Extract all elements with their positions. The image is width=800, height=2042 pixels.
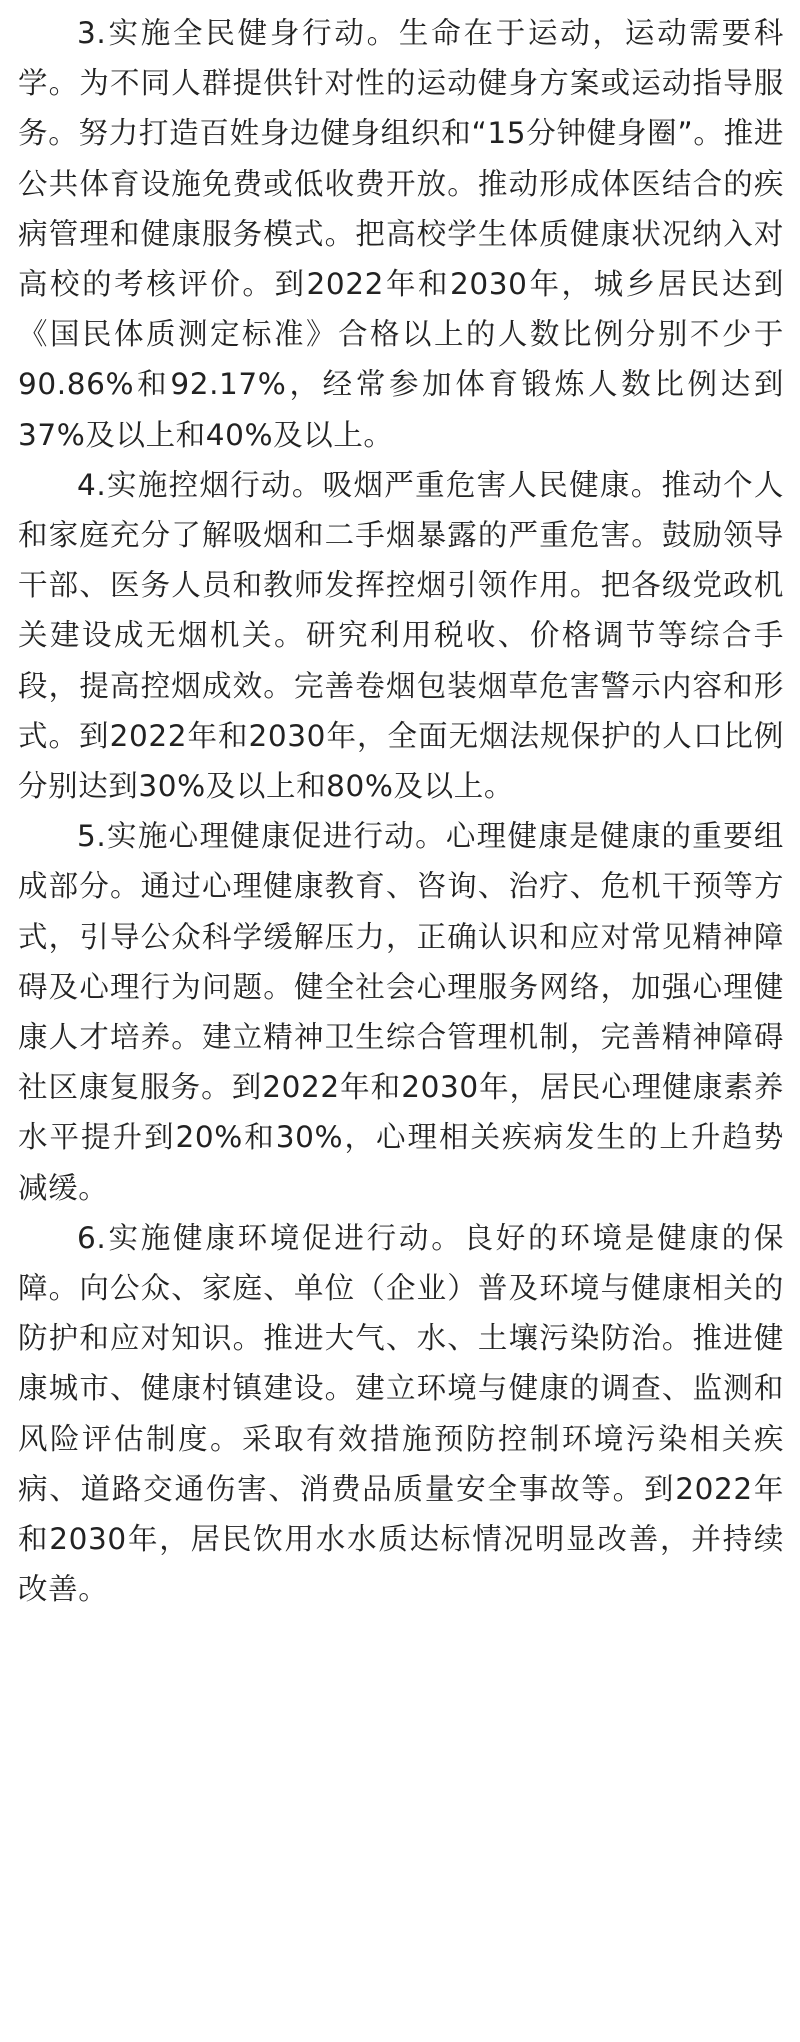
- paragraph-tobacco-control-action: 4.实施控烟行动。吸烟严重危害人民健康。推动个人和家庭充分了解吸烟和二手烟暴露的严重危害。鼓励领导干部、医务人员和教师发挥控烟引领作用。把各级党政机关建设成无烟机关。研究利用税收、价格调节等综合手段，提高控烟成效。完善卷烟包装烟草危害警示内容和形式。到2022年和2030年，全面无烟法规保护的人口比例分别达到30%及以上和80%及以上。: [18, 467, 784, 804]
- paragraph-healthy-environment-action: 6.实施健康环境促进行动。良好的环境是健康的保障。向公众、家庭、单位（企业）普及环境与健康相关的防护和应对知识。推进大气、水、土壤污染防治。推进健康城市、健康村镇建设。建立环境与健康的调查、监测和风险评估制度。采取有效措施预防控制环境污染相关疾病、道路交通伤害、消费品质量安全事故等。到2022年和2030年，居民饮用水水质达标情况明显改善，并持续改善。: [18, 1220, 784, 1607]
- paragraph-mental-health-action: 5.实施心理健康促进行动。心理健康是健康的重要组成部分。通过心理健康教育、咨询、治疗、危机干预等方式，引导公众科学缓解压力，正确认识和应对常见精神障碍及心理行为问题。健全社会心理服务网络，加强心理健康人才培养。建立精神卫生综合管理机制，完善精神障碍社区康复服务。到2022年和2030年，居民心理健康素养水平提升到20%和30%，心理相关疾病发生的上升趋势减缓。: [18, 819, 784, 1205]
- article-body: [18, 8, 784, 1615]
- paragraph-fitness-action: 3.实施全民健身行动。生命在于运动，运动需要科学。为不同人群提供针对性的运动健身方案或运动指导服务。努力打造百姓身边健身组织和“15分钟健身圈”。推进公共体育设施免费或低收费开放。推动形成体医结合的疾病管理和健康服务模式。把高校学生体质健康状况纳入对高校的考核评价。到2022年和2030年，城乡居民达到《国民体质测定标准》合格以上的人数比例分别不少于90.86%和92.17%，经常参加体育锻炼人数比例达到37%及以上和40%及以上。: [18, 16, 784, 452]
